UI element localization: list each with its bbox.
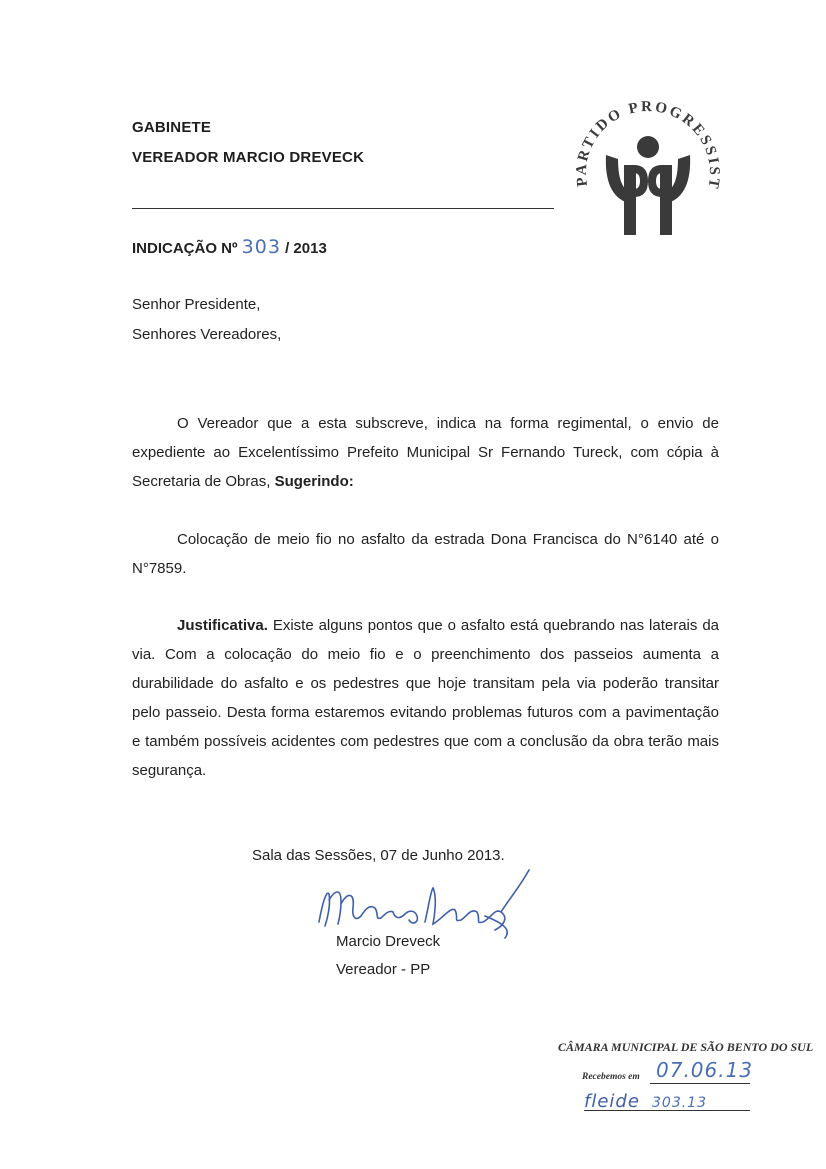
suggestion-paragraph: Colocação de meio fio no asfalto da estrada Dona Francisca do N°6140 até o N°7859.	[132, 531, 719, 577]
party-logo	[568, 95, 728, 245]
stamp-initials: fleide	[584, 1091, 640, 1112]
stamp-date-line	[650, 1083, 750, 1084]
indicacao-year: / 2013	[285, 240, 327, 257]
intro-paragraph	[132, 409, 719, 496]
indicacao-prefix: INDICAÇÃO Nº	[132, 240, 238, 257]
justification-label: Justificativa.	[177, 617, 268, 634]
party-logo-icon	[568, 95, 728, 245]
vereador-title: VEREADOR MARCIO DREVECK	[132, 149, 365, 166]
stamp-title: CÂMARA MUNICIPAL DE SÃO BENTO DO SUL	[558, 1040, 814, 1054]
intro-bold: Sugerindo:	[274, 473, 354, 490]
justification-text: Existe alguns pontos que o asfalto está quebrando nas laterais da via. Com a colocação do meio fio e o preenchimento dos passeios aumenta a durabilidade do asfalto e os pedestres que hoje transitam pela via poderão transitar pelo passeio. Desta forma estaremos evitando problemas futuros com a pavimentação e também possíveis acidentes com pedestres que com a conclusão da obra terão mais segurança.	[132, 617, 720, 779]
salutation-councilors: Senhores Vereadores,	[132, 326, 282, 343]
stamp-received-label: Recebemos em	[582, 1072, 640, 1082]
signer-role: Vereador - PP	[336, 961, 431, 978]
indicacao-number: 303	[241, 236, 281, 258]
logo-text: PARTIDO PROGRESSIST	[573, 99, 723, 191]
justification-paragraph	[132, 611, 719, 785]
gabinete-label: GABINETE	[132, 119, 212, 136]
place-date: Sala das Sessões, 07 de Junho 2013.	[252, 847, 505, 864]
header-divider	[132, 208, 554, 209]
stamp-received-date: 07.06.13	[656, 1058, 754, 1082]
signer-name: Marcio Dreveck	[336, 933, 441, 950]
stamp-protocol: 303.13	[652, 1095, 707, 1111]
stamp-protocol-line	[584, 1110, 750, 1111]
intro-text: O Vereador que a esta subscreve, indica na forma regimental, o envio de expediente ao Excelentíssimo Prefeito Municipal Sr Fernando Tureck, com cópia à Secretaria de Obras,	[132, 415, 719, 490]
indicacao-line	[132, 236, 327, 258]
salutation-president: Senhor Presidente,	[132, 296, 261, 313]
